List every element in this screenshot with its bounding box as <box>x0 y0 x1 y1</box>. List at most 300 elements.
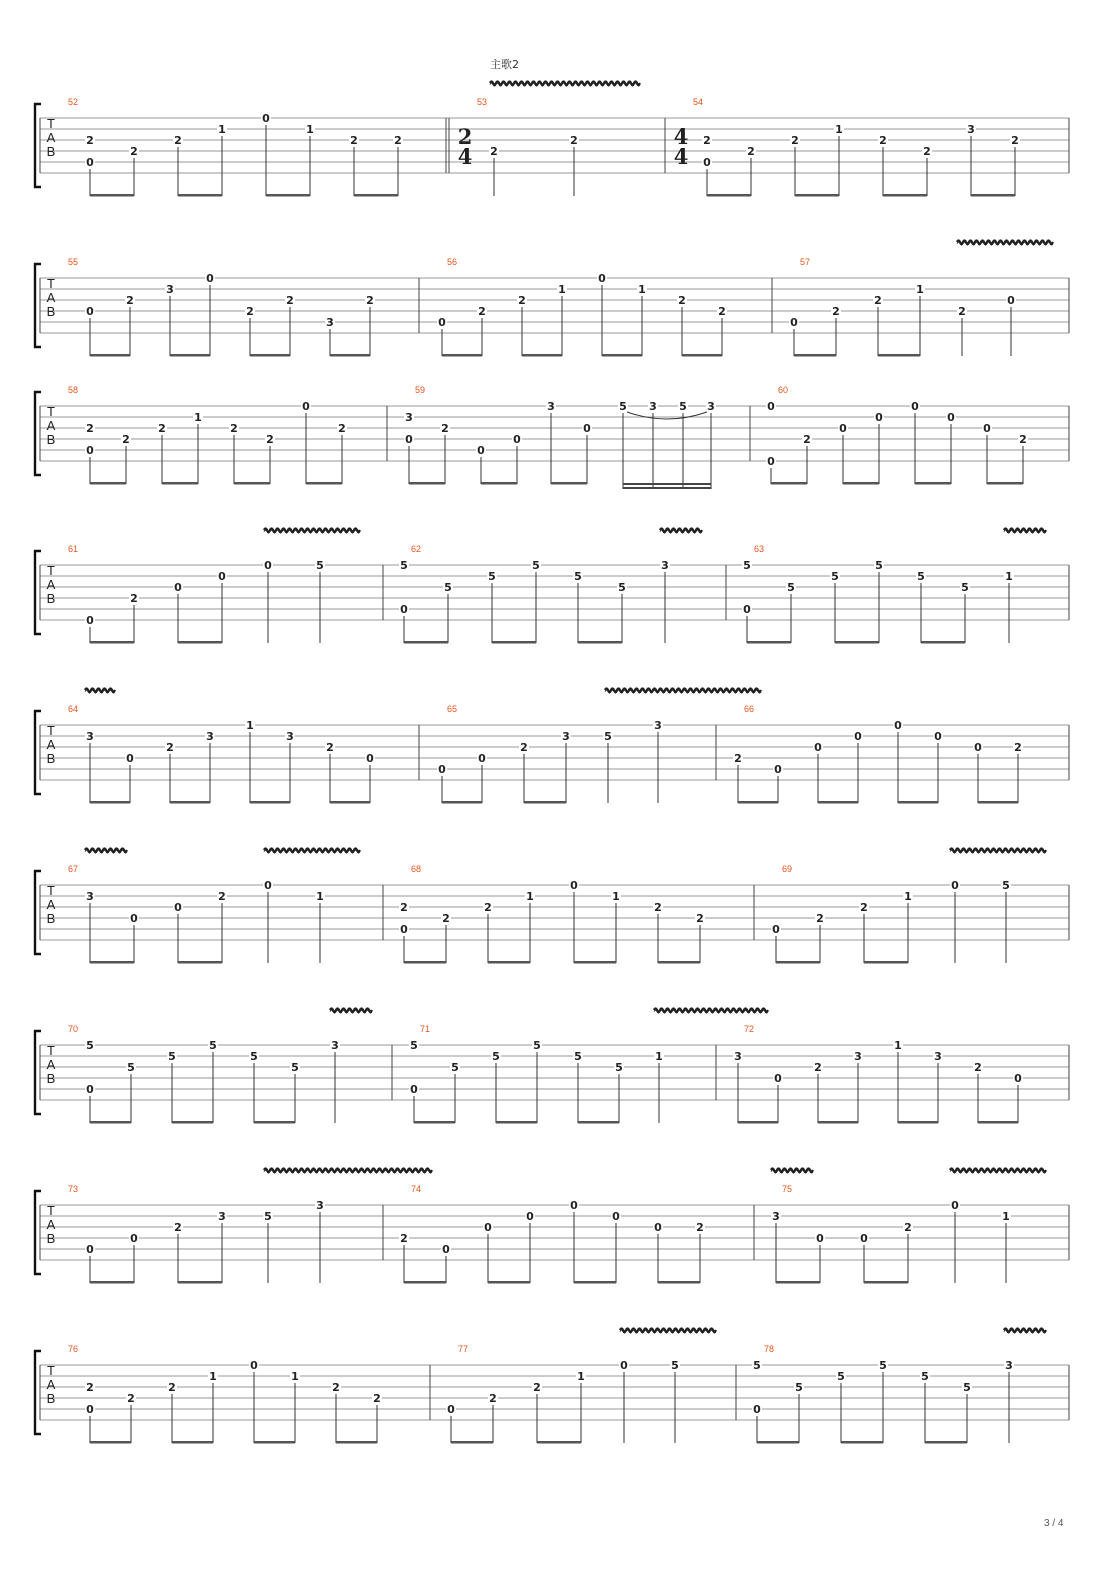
tab-clef-letter: B <box>46 591 56 606</box>
fret-number: 0 <box>86 1083 94 1096</box>
fret-number: 0 <box>400 603 408 616</box>
fret-number: 0 <box>438 763 446 776</box>
tab-clef-letter: A <box>46 418 56 433</box>
fret-number: 2 <box>974 1061 982 1074</box>
fret-number: 5 <box>451 1061 459 1074</box>
bar-number: 58 <box>68 385 79 395</box>
fret-number: 2 <box>332 1381 340 1394</box>
eighth-beam <box>794 354 836 357</box>
fret-number: 0 <box>478 752 486 765</box>
fret-number: 2 <box>174 1221 182 1234</box>
fret-number: 1 <box>1005 570 1013 583</box>
fret-number: 5 <box>604 730 612 743</box>
tab-bar-63 <box>742 544 1069 644</box>
fret-number: 1 <box>306 123 314 136</box>
fret-number: 2 <box>803 433 811 446</box>
fret-number: 2 <box>338 422 346 435</box>
tab-bar-72 <box>733 1024 1069 1124</box>
eighth-beam <box>602 354 642 357</box>
eighth-beam <box>747 641 791 644</box>
fret-number: 5 <box>837 1370 845 1383</box>
fret-number: 2 <box>373 1392 381 1405</box>
bar-number: 57 <box>800 257 811 267</box>
eighth-beam <box>776 961 820 964</box>
fret-number: 0 <box>477 444 485 457</box>
bar-number: 72 <box>744 1024 755 1034</box>
fret-number: 3 <box>934 1050 942 1063</box>
tab-bar-69 <box>771 864 1069 964</box>
fret-number: 1 <box>291 1370 299 1383</box>
fret-number: 1 <box>612 890 620 903</box>
eighth-beam <box>578 641 622 644</box>
eighth-beam <box>336 1441 377 1444</box>
fret-number: 0 <box>974 741 982 754</box>
eighth-beam <box>578 1121 619 1124</box>
fret-number: 3 <box>562 730 570 743</box>
fret-number: 3 <box>326 316 334 329</box>
bar-number: 61 <box>68 544 79 554</box>
bar-number: 55 <box>68 257 79 267</box>
tab-clef-letter: A <box>46 897 56 912</box>
fret-number: 3 <box>967 123 975 136</box>
fret-number: 0 <box>86 1403 94 1416</box>
fret-number: 0 <box>130 912 138 925</box>
eighth-beam <box>898 801 938 804</box>
fret-number: 0 <box>951 1199 959 1212</box>
fret-number: 2 <box>130 592 138 605</box>
time-signature-denominator: 4 <box>673 144 689 169</box>
fret-number: 5 <box>619 400 627 413</box>
fret-number: 2 <box>286 294 294 307</box>
bar-number: 73 <box>68 1184 79 1194</box>
tab-bar-54 <box>674 97 1069 197</box>
fret-number: 0 <box>816 1232 824 1245</box>
fret-number: 0 <box>1007 294 1015 307</box>
eighth-beam <box>404 1281 446 1284</box>
sixteenth-beam <box>623 483 711 485</box>
fret-number: 2 <box>130 145 138 158</box>
fret-number: 0 <box>442 1243 450 1256</box>
eighth-beam <box>682 354 722 357</box>
fret-number: 0 <box>484 1221 492 1234</box>
fret-number: 3 <box>405 411 413 424</box>
fret-number: 2 <box>166 741 174 754</box>
tab-bar-57 <box>789 257 1069 357</box>
fret-number: 0 <box>302 400 310 413</box>
tab-clef-letter: T <box>47 1043 55 1058</box>
fret-number: 2 <box>879 134 887 147</box>
fret-number: 0 <box>174 901 182 914</box>
eighth-beam <box>921 641 965 644</box>
fret-number: 5 <box>875 559 883 572</box>
fret-number: 0 <box>743 603 751 616</box>
bar-number: 75 <box>782 1184 793 1194</box>
fret-number: 5 <box>574 570 582 583</box>
tab-clef-letter: T <box>47 276 55 291</box>
tab-system <box>35 1184 1069 1284</box>
bar-number: 71 <box>420 1024 431 1034</box>
fret-number: 0 <box>774 763 782 776</box>
bar-number: 67 <box>68 864 79 874</box>
eighth-beam <box>551 482 587 485</box>
time-signature-denominator: 4 <box>457 144 473 169</box>
tab-bar-53 <box>458 97 665 196</box>
fret-number: 0 <box>894 719 902 732</box>
fret-number: 0 <box>174 581 182 594</box>
fret-number: 2 <box>696 912 704 925</box>
fret-number: 0 <box>570 1199 578 1212</box>
tab-bar-76 <box>68 1344 430 1444</box>
eighth-beam <box>451 1441 493 1444</box>
fret-number: 5 <box>250 1050 258 1063</box>
eighth-beam <box>330 354 370 357</box>
tab-clef-letter: T <box>47 1203 55 1218</box>
fret-number: 1 <box>904 890 912 903</box>
eighth-beam <box>971 194 1015 197</box>
fret-number: 0 <box>875 411 883 424</box>
fret-number: 3 <box>734 1050 742 1063</box>
eighth-beam <box>818 1121 858 1124</box>
eighth-beam <box>90 482 126 485</box>
bar-number: 54 <box>693 97 704 107</box>
tab-clef-letter: A <box>46 1377 56 1392</box>
fret-number: 5 <box>410 1039 418 1052</box>
tab-bar-67 <box>68 864 383 964</box>
fret-number: 2 <box>816 912 824 925</box>
eighth-beam <box>162 482 198 485</box>
tab-clef-letter: B <box>46 911 56 926</box>
tab-clef-letter: B <box>46 1391 56 1406</box>
eighth-beam <box>738 1121 778 1124</box>
eighth-beam <box>306 482 342 485</box>
fret-number: 5 <box>492 1050 500 1063</box>
eighth-beam <box>841 1441 883 1444</box>
fret-number: 5 <box>209 1039 217 1052</box>
eighth-beam <box>90 641 134 644</box>
tab-clef-letter: T <box>47 404 55 419</box>
eighth-beam <box>330 801 370 804</box>
fret-number: 5 <box>533 1039 541 1052</box>
eighth-beam <box>492 641 536 644</box>
eighth-beam <box>658 961 700 964</box>
tab-clef-letter: T <box>47 563 55 578</box>
fret-number: 5 <box>615 1061 623 1074</box>
fret-number: 2 <box>174 134 182 147</box>
fret-number: 1 <box>638 283 646 296</box>
fret-number: 0 <box>598 272 606 285</box>
tab-bar-59 <box>404 385 750 489</box>
eighth-beam <box>776 1281 820 1284</box>
fret-number: 0 <box>438 316 446 329</box>
eighth-beam <box>978 1121 1018 1124</box>
fret-number: 2 <box>168 1381 176 1394</box>
fret-number: 1 <box>1002 1210 1010 1223</box>
fret-number: 0 <box>774 1072 782 1085</box>
bar-number: 66 <box>744 704 755 714</box>
fret-number: 0 <box>405 433 413 446</box>
eighth-beam <box>250 801 290 804</box>
eighth-beam <box>442 354 482 357</box>
fret-number: 2 <box>86 134 94 147</box>
fret-number: 0 <box>250 1359 258 1372</box>
fret-number: 0 <box>983 422 991 435</box>
fret-number: 2 <box>326 741 334 754</box>
fret-number: 2 <box>874 294 882 307</box>
fret-number: 3 <box>707 400 715 413</box>
fret-number: 2 <box>1014 741 1022 754</box>
fret-number: 1 <box>218 123 226 136</box>
fret-number: 5 <box>921 1370 929 1383</box>
fret-number: 0 <box>206 272 214 285</box>
tab-clef-letter: T <box>47 723 55 738</box>
fret-number: 3 <box>86 890 94 903</box>
fret-number: 0 <box>86 444 94 457</box>
fret-number: 5 <box>917 570 925 583</box>
tab-bar-71 <box>409 1024 716 1124</box>
eighth-beam <box>90 1121 131 1124</box>
fret-number: 0 <box>790 316 798 329</box>
fret-number: 5 <box>795 1381 803 1394</box>
eighth-beam <box>170 801 210 804</box>
fret-number: 2 <box>266 433 274 446</box>
fret-number: 2 <box>394 134 402 147</box>
fret-number: 5 <box>743 559 751 572</box>
fret-number: 2 <box>218 890 226 903</box>
fret-number: 3 <box>86 730 94 743</box>
tab-bar-68 <box>399 864 754 964</box>
eighth-beam <box>90 1281 134 1284</box>
tab-bar-75 <box>771 1184 1069 1284</box>
eighth-beam <box>178 1281 222 1284</box>
fret-number: 3 <box>654 719 662 732</box>
tab-clef-letter: A <box>46 577 56 592</box>
fret-number: 5 <box>264 1210 272 1223</box>
fret-number: 0 <box>366 752 374 765</box>
fret-number: 5 <box>679 400 687 413</box>
fret-number: 0 <box>951 879 959 892</box>
fret-number: 2 <box>860 901 868 914</box>
eighth-beam <box>90 194 134 197</box>
tab-clef-letter: T <box>47 883 55 898</box>
bar-number: 56 <box>447 257 458 267</box>
tab-bar-55 <box>68 257 419 357</box>
tab-bar-62 <box>399 544 726 644</box>
bar-number: 74 <box>411 1184 422 1194</box>
bar-number: 64 <box>68 704 79 714</box>
fret-number: 2 <box>520 741 528 754</box>
tab-clef-letter: A <box>46 290 56 305</box>
fret-number: 5 <box>963 1381 971 1394</box>
fret-number: 5 <box>574 1050 582 1063</box>
fret-number: 0 <box>814 741 822 754</box>
fret-number: 1 <box>526 890 534 903</box>
fret-number: 0 <box>1014 1072 1022 1085</box>
fret-number: 2 <box>126 294 134 307</box>
fret-number: 2 <box>654 901 662 914</box>
fret-number: 2 <box>832 305 840 318</box>
eighth-beam <box>522 354 562 357</box>
fret-number: 2 <box>533 1381 541 1394</box>
tab-clef-letter: A <box>46 1217 56 1232</box>
bar-number: 59 <box>415 385 426 395</box>
eighth-beam <box>266 194 310 197</box>
eighth-beam <box>524 801 566 804</box>
bar-number: 53 <box>477 97 488 107</box>
fret-number: 3 <box>166 283 174 296</box>
fret-number: 0 <box>570 879 578 892</box>
fret-number: 1 <box>835 123 843 136</box>
fret-number: 5 <box>488 570 496 583</box>
fret-number: 2 <box>696 1221 704 1234</box>
fret-number: 0 <box>86 614 94 627</box>
tab-clef-letter: B <box>46 1071 56 1086</box>
fret-number: 2 <box>718 305 726 318</box>
fret-number: 0 <box>126 752 134 765</box>
fret-number: 3 <box>1005 1359 1013 1372</box>
eighth-beam <box>818 801 858 804</box>
fret-number: 2 <box>923 145 931 158</box>
fret-number: 3 <box>316 1199 324 1212</box>
eighth-beam <box>771 482 807 485</box>
fret-number: 0 <box>767 455 775 468</box>
tab-clef-letter: T <box>47 1363 55 1378</box>
eighth-beam <box>864 961 908 964</box>
fret-number: 2 <box>86 422 94 435</box>
tab-bar-77 <box>446 1344 736 1444</box>
eighth-beam <box>978 801 1018 804</box>
time-signature-numerator: 2 <box>457 124 473 149</box>
fret-number: 2 <box>518 294 526 307</box>
bar-number: 60 <box>778 385 789 395</box>
tab-clef-letter: A <box>46 737 56 752</box>
fret-number: 5 <box>168 1050 176 1063</box>
eighth-beam <box>172 1121 213 1124</box>
fret-number: 0 <box>753 1403 761 1416</box>
fret-number: 1 <box>577 1370 585 1383</box>
eighth-beam <box>234 482 270 485</box>
fret-number: 0 <box>911 400 919 413</box>
bar-number: 76 <box>68 1344 79 1354</box>
fret-number: 2 <box>904 1221 912 1234</box>
fret-number: 0 <box>839 422 847 435</box>
fret-number: 0 <box>410 1083 418 1096</box>
fret-number: 2 <box>86 1381 94 1394</box>
eighth-beam <box>658 1281 700 1284</box>
fret-number: 0 <box>583 422 591 435</box>
fret-number: 0 <box>218 570 226 583</box>
fret-number: 2 <box>747 145 755 158</box>
bar-number: 78 <box>764 1344 775 1354</box>
fret-number: 0 <box>86 305 94 318</box>
eighth-beam <box>496 1121 537 1124</box>
tab-clef-letter: A <box>46 130 56 145</box>
eighth-beam <box>409 482 445 485</box>
tab-bar-70 <box>68 1024 392 1124</box>
eighth-beam <box>915 482 951 485</box>
fret-number: 0 <box>854 730 862 743</box>
fret-number: 2 <box>484 901 492 914</box>
bar-number: 68 <box>411 864 422 874</box>
eighth-beam <box>414 1121 455 1124</box>
tab-clef-letter: T <box>47 116 55 131</box>
eighth-beam <box>250 354 290 357</box>
fret-number: 0 <box>130 1232 138 1245</box>
fret-number: 2 <box>1011 134 1019 147</box>
fret-number: 2 <box>478 305 486 318</box>
fret-number: 0 <box>767 400 775 413</box>
eighth-beam <box>574 961 616 964</box>
fret-number: 0 <box>447 1403 455 1416</box>
eighth-beam <box>170 354 210 357</box>
eighth-beam <box>835 641 879 644</box>
eighth-beam <box>172 1441 213 1444</box>
fret-number: 5 <box>753 1359 761 1372</box>
slur <box>627 412 707 419</box>
fret-number: 2 <box>703 134 711 147</box>
fret-number: 1 <box>894 1039 902 1052</box>
fret-number: 2 <box>1019 433 1027 446</box>
bar-number: 52 <box>68 97 79 107</box>
fret-number: 3 <box>772 1210 780 1223</box>
eighth-beam <box>90 961 134 964</box>
fret-number: 5 <box>127 1061 135 1074</box>
fret-number: 2 <box>400 1232 408 1245</box>
fret-number: 0 <box>262 112 270 125</box>
eighth-beam <box>843 482 879 485</box>
eighth-beam <box>90 1441 131 1444</box>
bar-number: 63 <box>754 544 765 554</box>
tab-system <box>35 385 1069 489</box>
tab-bar-52 <box>68 97 449 197</box>
eighth-beam <box>925 1441 967 1444</box>
tab-system <box>35 1344 1069 1444</box>
eighth-beam <box>442 801 482 804</box>
fret-number: 0 <box>513 433 521 446</box>
fret-number: 5 <box>444 581 452 594</box>
eighth-beam <box>864 1281 908 1284</box>
tab-clef-letter: B <box>46 432 56 447</box>
fret-number: 0 <box>703 156 711 169</box>
eighth-beam <box>354 194 398 197</box>
fret-number: 0 <box>264 879 272 892</box>
tab-bar-60 <box>766 385 1069 485</box>
fret-number: 5 <box>618 581 626 594</box>
fret-number: 2 <box>734 752 742 765</box>
tab-system <box>35 97 1069 197</box>
fret-number: 2 <box>814 1061 822 1074</box>
fret-number: 0 <box>400 923 408 936</box>
eighth-beam <box>90 354 130 357</box>
fret-number: 0 <box>654 1221 662 1234</box>
eighth-beam <box>574 1281 616 1284</box>
tab-clef-letter: B <box>46 144 56 159</box>
tab-system <box>35 257 1069 357</box>
tab-bar-61 <box>68 544 383 644</box>
eighth-beam <box>795 194 839 197</box>
eighth-beam <box>90 801 130 804</box>
eighth-beam <box>488 1281 530 1284</box>
fret-number: 3 <box>854 1050 862 1063</box>
eighth-beam <box>883 194 927 197</box>
fret-number: 1 <box>316 890 324 903</box>
fret-number: 2 <box>570 134 578 147</box>
fret-number: 2 <box>490 145 498 158</box>
fret-number: 1 <box>209 1370 217 1383</box>
fret-number: 2 <box>441 422 449 435</box>
fret-number: 0 <box>86 156 94 169</box>
tab-system <box>35 864 1069 964</box>
fret-number: 5 <box>787 581 795 594</box>
